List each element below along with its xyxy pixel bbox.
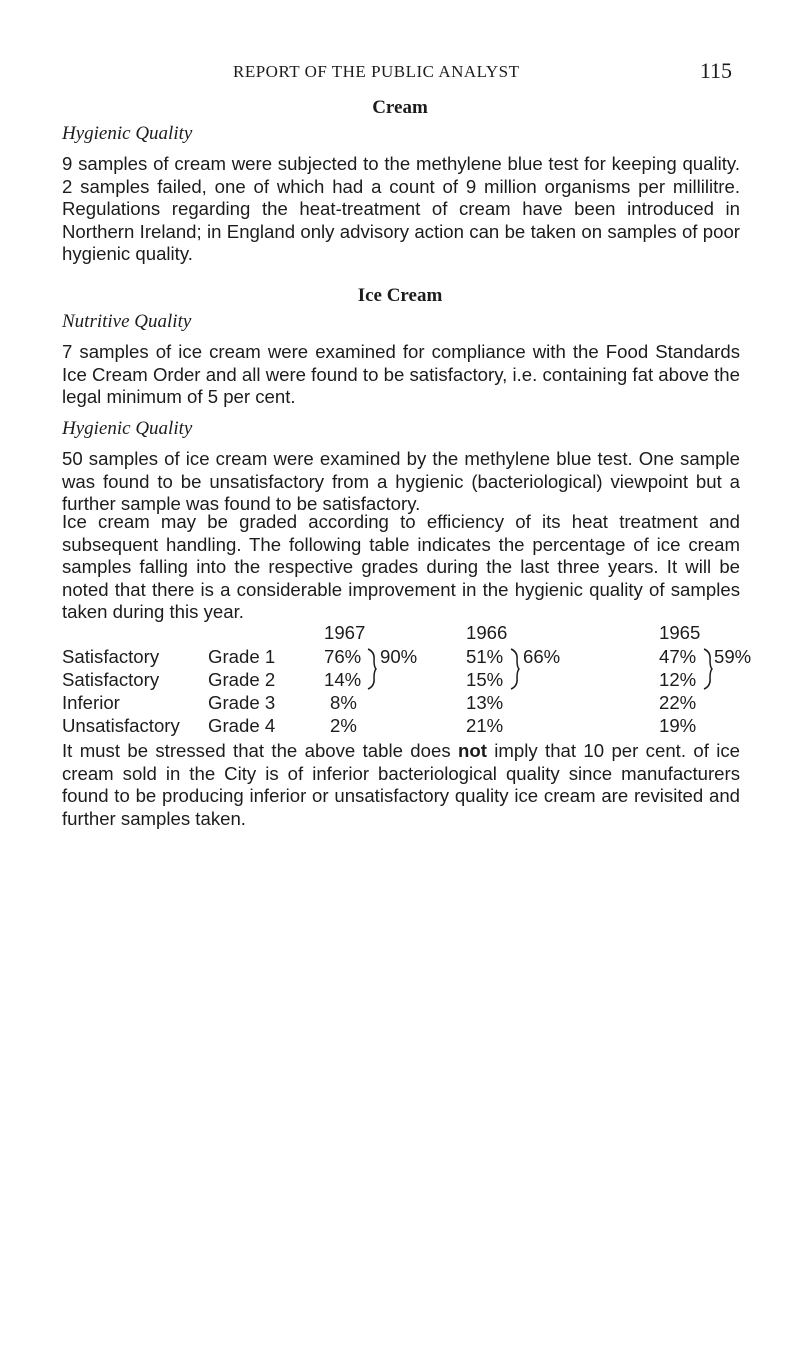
row-grade: Grade 3 xyxy=(208,692,276,713)
row-category: Satisfactory xyxy=(62,646,160,667)
closing-emphasis: not xyxy=(458,740,487,761)
table-cell: 76% xyxy=(324,646,362,667)
brace-icon xyxy=(367,648,377,690)
closing-text: It must be stressed that the above table does xyxy=(62,740,458,761)
table-cell: 21% xyxy=(466,715,504,736)
table-cell: 47% xyxy=(659,646,697,667)
page-header xyxy=(0,58,800,98)
cream-hygienic-paragraph: 9 samples of cream were subjected to the methylene blue test for keeping quality. 2 samples failed, one of which had a count of 9 million organisms per millilitre. Regulations regarding the heat-treatment of cream have been introduced in Northern Ireland; in England only advisory action can be taken on samples of poor hygienic quality. xyxy=(62,153,740,264)
satisfactory-total: 59% xyxy=(714,646,752,667)
table-cell: 19% xyxy=(659,715,697,736)
cream-hygienic-subheading: Hygienic Quality xyxy=(62,123,193,144)
row-grade: Grade 2 xyxy=(208,669,276,690)
ice-cream-hygienic-paragraph-2: Ice cream may be graded according to efficiency of its heat treatment and subsequent handling. The following table indicates the percentage of ice cream samples falling into the respective grades during the last three years. It will be noted that there is a considerable improvement in the hygienic quality of samples taken during this year. xyxy=(62,511,740,622)
row-category: Inferior xyxy=(62,692,120,713)
table-cell: 8% xyxy=(330,692,357,713)
table-cell: 12% xyxy=(659,669,697,690)
satisfactory-total: 90% xyxy=(380,646,418,667)
year-header: 1965 xyxy=(659,622,701,643)
brace-icon xyxy=(703,648,713,690)
closing-text: imply that 10 per cent. of ice cream sold in the City is of inferior bacteriological quality since manufacturers found to be producing inferior or unsatisfactory quality ice cream are revisited and further samples taken. xyxy=(62,740,740,829)
table-cell: 14% xyxy=(324,669,362,690)
nutritive-quality-paragraph: 7 samples of ice cream were examined for compliance with the Food Standards Ice Cream Order and all were found to be satisfactory, i.e. containing fat above the legal minimum of 5 per cent. xyxy=(62,341,740,407)
satisfactory-total: 66% xyxy=(523,646,561,667)
brace-icon xyxy=(510,648,520,690)
nutritive-quality-subheading: Nutritive Quality xyxy=(62,311,192,332)
cream-heading: Cream xyxy=(372,97,428,118)
row-category: Unsatisfactory xyxy=(62,715,180,736)
running-title: REPORT OF THE PUBLIC ANALYST xyxy=(233,62,520,81)
table-cell: 2% xyxy=(330,715,357,736)
year-header: 1967 xyxy=(324,622,366,643)
closing-paragraph xyxy=(62,740,740,830)
ice-cream-hygienic-paragraph-1: 50 samples of ice cream were examined by the methylene blue test. One sample was found to be unsatisfactory from a hygienic (bacteriological) viewpoint but a further sample was found to be satisfactory. xyxy=(62,448,740,514)
table-cell: 22% xyxy=(659,692,697,713)
ice-cream-heading: Ice Cream xyxy=(357,285,443,306)
row-grade: Grade 1 xyxy=(208,646,276,667)
table-cell: 51% xyxy=(466,646,504,667)
row-grade: Grade 4 xyxy=(208,715,276,736)
table-cell: 13% xyxy=(466,692,504,713)
year-header: 1966 xyxy=(466,622,508,643)
table-cell: 15% xyxy=(466,669,504,690)
row-category: Satisfactory xyxy=(62,669,160,690)
page-number: 115 xyxy=(699,58,732,83)
ice-cream-hygienic-subheading: Hygienic Quality xyxy=(62,418,193,439)
